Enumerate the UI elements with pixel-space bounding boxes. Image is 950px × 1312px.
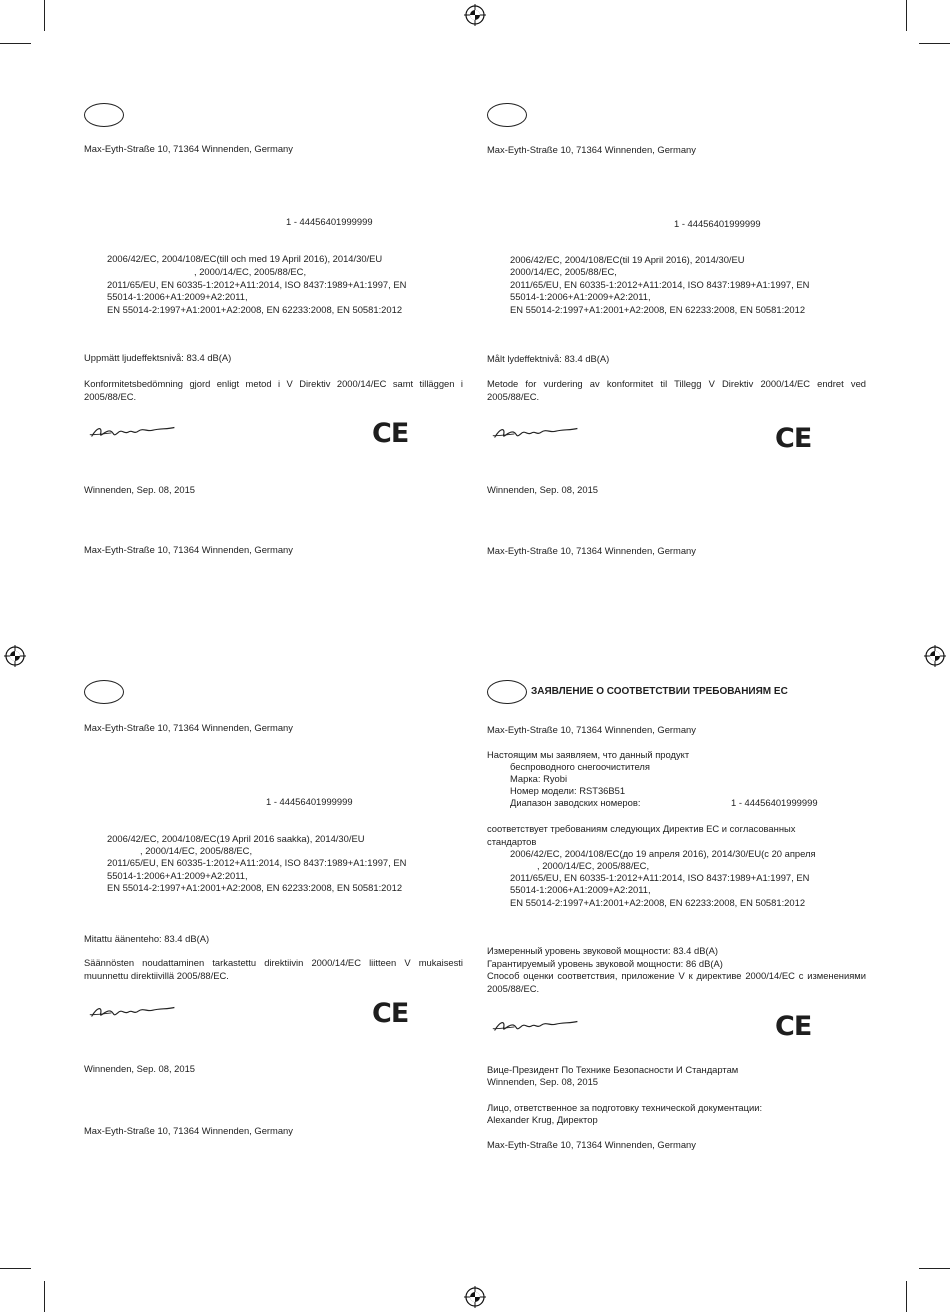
directive-line: , 2000/14/EC, 2005/88/EC, (194, 266, 307, 277)
directive-line: 2006/42/EC, 2004/108/EC(til 19 April 2016), 2014/30/EU (510, 254, 745, 265)
conformity-statement: соответствует требованиям следующих Директив ЕС и согласованных стандартов (487, 823, 796, 847)
manufacturer-address: Max-Eyth-Straße 10, 71364 Winnenden, Germany (487, 144, 696, 155)
directive-line: 2011/65/EU, EN 60335-1:2012+A11:2014, ISO 8437:1989+A1:1997, EN (510, 872, 810, 883)
conformity-assessment: Säännösten noudattaminen tarkastettu direktiivin 2000/14/EC liitteen V mukaisesti muunnettu direktiivillä 2005/88/EC. (84, 957, 463, 981)
product-brand: Марка: Ryobi (510, 773, 568, 784)
directive-line: 2000/14/EC, 2005/88/EC, (510, 266, 617, 277)
directive-line: 55014-1:2006+A1:2009+A2:2011, (510, 291, 651, 302)
ce-mark: CE (775, 423, 812, 454)
directive-line: EN 55014-2:1997+A1:2001+A2:2008, EN 62233:2008, EN 50581:2012 (510, 897, 806, 908)
manufacturer-address: Max-Eyth-Straße 10, 71364 Winnenden, Germany (84, 544, 293, 555)
date-place: Winnenden, Sep. 08, 2015 (84, 484, 196, 495)
ce-mark: CE (372, 998, 409, 1029)
directive-line: EN 55014-2:1997+A1:2001+A2:2008, EN 62233:2008, EN 50581:2012 (107, 882, 403, 893)
serial-range: 1 - 44456401999999 (266, 796, 353, 807)
sound-power-measured: Измеренный уровень звуковой мощности: 83.4 dB(A) (487, 945, 718, 956)
directive-line: 55014-1:2006+A1:2009+A2:2011, (107, 291, 248, 302)
ce-mark: CE (372, 418, 409, 449)
signature-icon (491, 1015, 581, 1037)
directive-line: 2006/42/EC, 2004/108/EC(19 April 2016 saakka), 2014/30/EU (107, 833, 365, 844)
product-model: Номер модели: RST36B51 (510, 785, 626, 796)
date-place: Winnenden, Sep. 08, 2015 (487, 1076, 599, 1087)
sound-power-level: Mitattu äänenteho: 83.4 dB(A) (84, 933, 210, 944)
language-code-oval (487, 680, 527, 704)
manufacturer-address: Max-Eyth-Straße 10, 71364 Winnenden, Germany (84, 722, 293, 733)
ce-mark: CE (775, 1011, 812, 1042)
directive-line: 2006/42/EC, 2004/108/EC(до 19 апреля 2016), 2014/30/EU(с 20 апреля (510, 848, 816, 859)
date-place: Winnenden, Sep. 08, 2015 (84, 1063, 196, 1074)
directive-line: 2011/65/EU, EN 60335-1:2012+A11:2014, ISO 8437:1989+A1:1997, EN (510, 279, 810, 290)
declaration-heading: ЗАЯВЛЕНИЕ О СООТВЕТСТВИИ ТРЕБОВАНИЯМ ЕС (531, 686, 788, 697)
conformity-assessment: Konformitetsbedömning gjord enligt metod i V Direktiv 2000/14/EC samt tilläggen i 2005/88/EC. (84, 378, 463, 402)
manufacturer-address: Max-Eyth-Straße 10, 71364 Winnenden, Germany (487, 1139, 696, 1150)
sound-power-level: Målt lydeffektnivå: 83.4 dB(A) (487, 353, 610, 364)
date-place: Winnenden, Sep. 08, 2015 (487, 484, 599, 495)
signatory-title: Вице-Президент По Технике Безопасности И Стандартам (487, 1064, 739, 1075)
tech-file-person: Alexander Krug, Директор (487, 1114, 598, 1125)
serial-range: 1 - 44456401999999 (731, 797, 818, 808)
serial-range-label: Диапазон заводских номеров: (510, 797, 641, 808)
directive-line: , 2000/14/EC, 2005/88/EC, (537, 860, 650, 871)
directive-line: , 2000/14/EC, 2005/88/EC, (140, 845, 253, 856)
declaration-intro: Настоящим мы заявляем, что данный продукт (487, 749, 690, 760)
product-description: беспроводного снегоочистителя (510, 761, 650, 772)
tech-file-label: Лицо, ответственное за подготовку технической документации: (487, 1102, 763, 1113)
conformity-assessment: Metode for vurdering av konformitet til Tillegg V Direktiv 2000/14/EC endret ved 2005/88/EC. (487, 378, 866, 402)
directive-line: EN 55014-2:1997+A1:2001+A2:2008, EN 62233:2008, EN 50581:2012 (510, 304, 806, 315)
manufacturer-address: Max-Eyth-Straße 10, 71364 Winnenden, Germany (84, 143, 293, 154)
manufacturer-address: Max-Eyth-Straße 10, 71364 Winnenden, Germany (487, 724, 696, 735)
directive-line: 2011/65/EU, EN 60335-1:2012+A11:2014, ISO 8437:1989+A1:1997, EN (107, 857, 407, 868)
serial-range: 1 - 44456401999999 (286, 216, 373, 227)
directive-line: EN 55014-2:1997+A1:2001+A2:2008, EN 62233:2008, EN 50581:2012 (107, 304, 403, 315)
sound-power-level: Uppmätt ljudeffektsnivå: 83.4 dB(A) (84, 352, 232, 363)
sound-power-guaranteed: Гарантируемый уровень звуковой мощности: 86 dB(A) (487, 958, 723, 969)
directive-line: 2006/42/EC, 2004/108/EC(till och med 19 April 2016), 2014/30/EU (107, 253, 383, 264)
manufacturer-address: Max-Eyth-Straße 10, 71364 Winnenden, Germany (84, 1125, 293, 1136)
conformity-assessment: Способ оценки соответствия, приложение V к директиве 2000/14/EC с изменениями 2005/88/EC. (487, 970, 866, 994)
serial-range: 1 - 44456401999999 (674, 218, 761, 229)
manufacturer-address: Max-Eyth-Straße 10, 71364 Winnenden, Germany (487, 545, 696, 556)
directive-line: 55014-1:2006+A1:2009+A2:2011, (510, 884, 651, 895)
directive-line: 2011/65/EU, EN 60335-1:2012+A11:2014, ISO 8437:1989+A1:1997, EN (107, 279, 407, 290)
directive-line: 55014-1:2006+A1:2009+A2:2011, (107, 870, 248, 881)
